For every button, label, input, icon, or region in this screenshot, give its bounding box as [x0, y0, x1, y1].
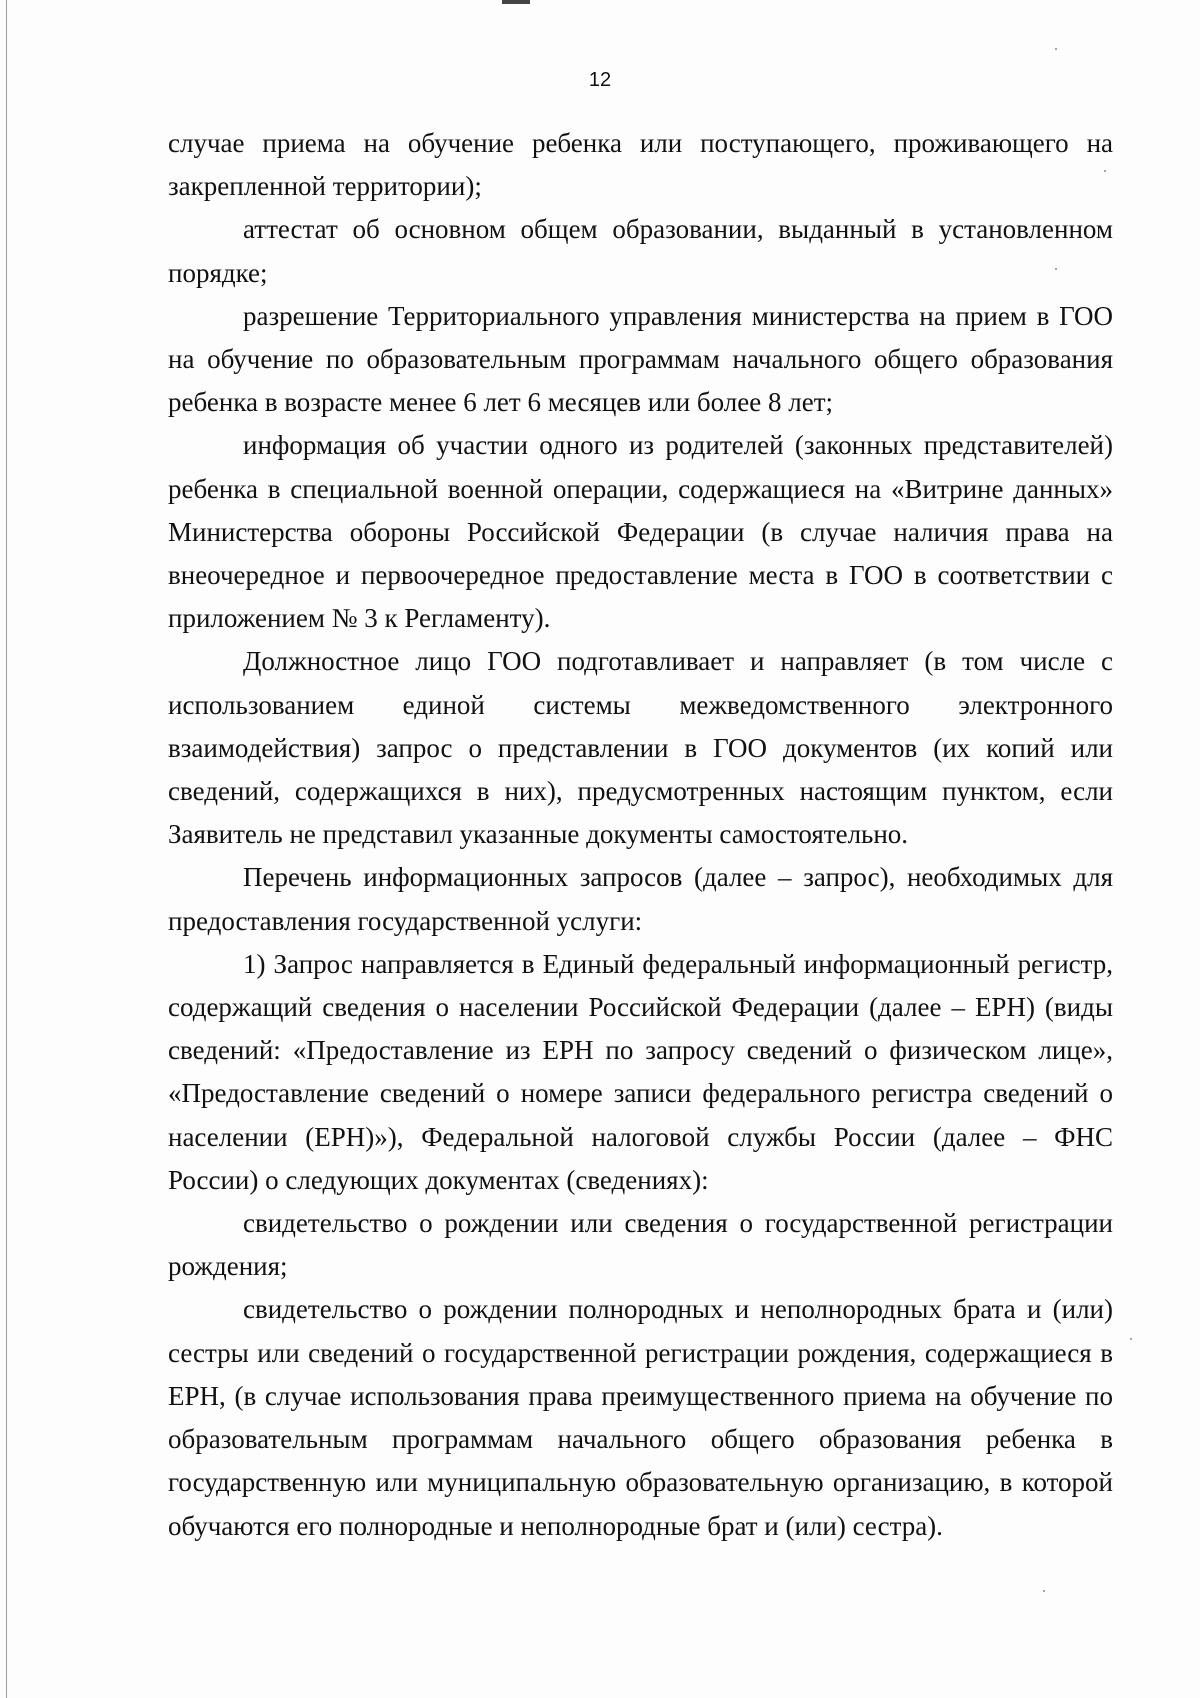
page-number: 12 [588, 69, 612, 91]
scan-top-mark [502, 0, 530, 4]
paragraph: Должностное лицо ГОО подготавливает и направляет (в том числе с использованием единой системы межведомственного электронного взаимодействия) запрос о представлении в ГОО документов (их копий или сведений, содержащихся в них), предусмотренных настоящим пунктом, если Заявитель не представил указанные документы самостоятельно. [168, 646, 1113, 850]
paragraph: информация об участии одного из родителей (законных представителей) ребенка в специальной военной операции, содержащиеся на «Витрине данных» Министерства обороны Российской Федерации (в случае наличия права на внеочередное и первоочередное предоставление места в ГОО в соответствии с приложением № 3 к Регламенту). [168, 430, 1113, 634]
scan-speck [1055, 48, 1057, 50]
paragraph: аттестат об основном общем образовании, выданный в установленном порядке; [168, 214, 1113, 288]
paragraph: разрешение Территориального управления министерства на прием в ГОО на обучение по образовательным программам начального общего образования ребенка в возрасте менее 6 лет 6 месяцев или более 8 лет; [168, 300, 1113, 418]
body-text [168, 122, 1113, 1548]
paragraph: 1) Запрос направляется в Единый федеральный информационный регистр, содержащий сведения о населении Российской Федерации (далее – ЕРН) (виды сведений: «Предоставление из ЕРН по запросу сведений о физическом лице», «Предоставление сведений о номере записи федерального регистра сведений о населении (ЕРН)»), Федеральной налоговой службы России (далее – ФНС России) о следующих документах (сведениях): [168, 948, 1113, 1195]
scan-edge-line [6, 0, 7, 1698]
scan-speck [1130, 1338, 1132, 1340]
paragraph: свидетельство о рождении полнородных и неполнородных брата и (или) сестры или сведений о государственной регистрации рождения, содержащиеся в ЕРН, (в случае использования права преимущественного приема на обучение по образовательным программам начального общего образования ребенка в государственную или муниципальную образовательную организацию, в которой обучаются его полнородные и неполнородные брат и (или) сестра). [168, 1294, 1113, 1541]
scan-speck [1043, 1590, 1045, 1592]
paragraph: Перечень информационных запросов (далее – запрос), необходимых для предоставления государственной услуги: [168, 862, 1113, 936]
paragraph: случае приема на обучение ребенка или поступающего, проживающего на закрепленной территории); [168, 128, 1113, 202]
paragraph: свидетельство о рождении или сведения о государственной регистрации рождения; [168, 1208, 1113, 1282]
